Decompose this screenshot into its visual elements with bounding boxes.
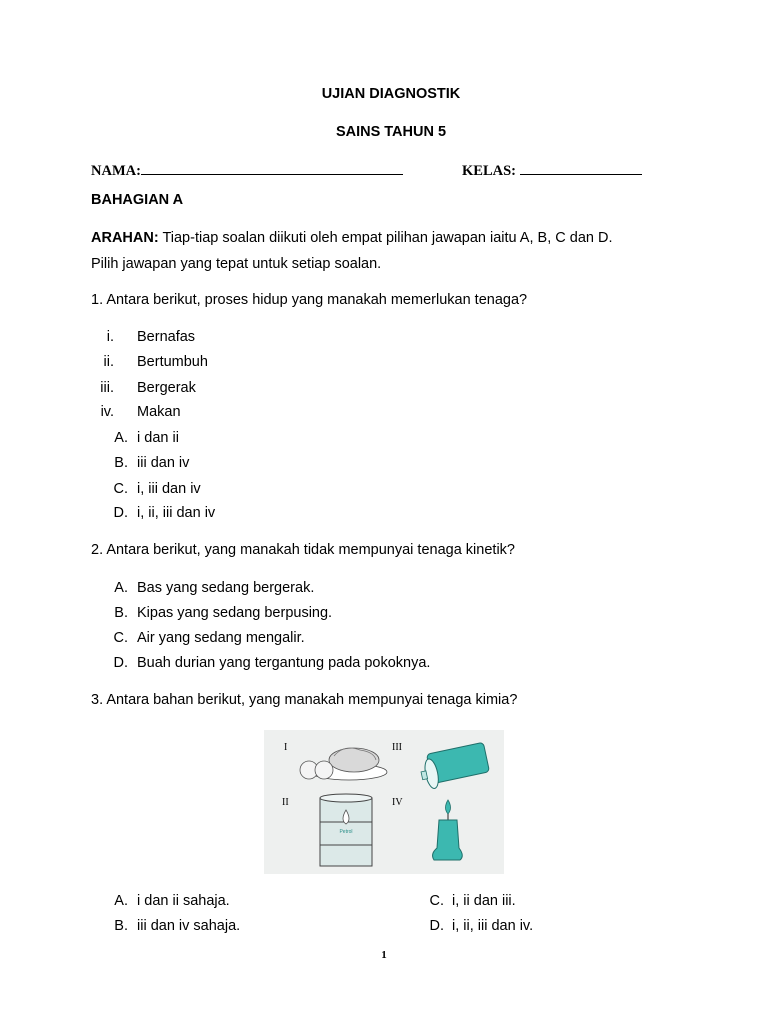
- q1-option-letter: C.: [113, 481, 128, 497]
- q1-option-letter: D.: [113, 505, 128, 521]
- exam-subtitle: SAINS TAHUN 5: [335, 124, 447, 140]
- drum-label: Petrol: [339, 829, 353, 835]
- q3-option-text[interactable]: i dan ii sahaja.: [137, 893, 230, 909]
- q3-option-text[interactable]: i, ii, iii dan iv.: [452, 918, 534, 934]
- q1-item-text: Bernafas: [137, 329, 196, 345]
- q1-item-text: Bergerak: [137, 380, 196, 396]
- q1-item-num: ii.: [103, 354, 114, 370]
- question-3: 3. Antara bahan berikut, yang manakah mempunyai tenaga kimia?: [91, 692, 518, 708]
- name-field: [91, 162, 403, 180]
- q2-option-text[interactable]: Bas yang sedang bergerak.: [137, 580, 315, 596]
- figure-label-iii: III: [392, 742, 402, 753]
- figure-label-iv: IV: [392, 797, 403, 808]
- q2-option-letter: D.: [113, 655, 128, 671]
- figure-label-i: I: [284, 742, 288, 753]
- q3-figure: [264, 730, 504, 874]
- q1-item-text: Makan: [137, 404, 181, 420]
- q2-option-letter: B.: [114, 605, 128, 621]
- q2-option-letter: A.: [114, 580, 128, 596]
- class-field: [462, 162, 642, 180]
- q1-option-text[interactable]: i, ii, iii dan iv: [137, 505, 216, 521]
- q3-option-letter: C.: [429, 893, 444, 909]
- q1-option-text[interactable]: i dan ii: [137, 430, 179, 446]
- q1-option-letter: B.: [114, 455, 128, 471]
- q1-option-letter: A.: [114, 430, 128, 446]
- name-blank-line[interactable]: [141, 162, 403, 175]
- petrol-drum-icon: [320, 794, 372, 866]
- class-label: KELAS:: [462, 163, 516, 179]
- q1-option-text[interactable]: iii dan iv: [137, 455, 190, 471]
- q3-option-text[interactable]: i, ii dan iii.: [452, 893, 516, 909]
- q1-item-num: i.: [106, 329, 114, 345]
- page-number: 1: [381, 949, 387, 961]
- q1-item-num: iii.: [100, 380, 114, 396]
- name-label: NAMA:: [91, 163, 141, 179]
- q3-option-letter: A.: [114, 893, 128, 909]
- q2-option-text[interactable]: Kipas yang sedang berpusing.: [137, 605, 333, 621]
- q3-option-letter: D.: [429, 918, 444, 934]
- q3-option-text[interactable]: iii dan iv sahaja.: [137, 918, 241, 934]
- q2-option-text[interactable]: Air yang sedang mengalir.: [137, 630, 305, 646]
- q1-item-text: Bertumbuh: [137, 354, 208, 370]
- question-2: 2. Antara berikut, yang manakah tidak mempunyai tenaga kinetik?: [91, 542, 515, 558]
- instruction-line-2: Pilih jawapan yang tepat untuk setiap soalan.: [91, 256, 382, 272]
- class-blank-line[interactable]: [520, 162, 642, 175]
- instruction-line-1: [91, 230, 612, 246]
- q2-option-text[interactable]: Buah durian yang tergantung pada pokoknya.: [137, 655, 431, 671]
- instruction-label: ARAHAN:: [91, 230, 159, 246]
- q3-option-letter: B.: [114, 918, 128, 934]
- q1-item-num: iv.: [100, 404, 114, 420]
- instruction-text-1: Tiap-tiap soalan diikuti oleh empat pilihan jawapan iaitu A, B, C dan D.: [162, 230, 613, 246]
- q1-option-text[interactable]: i, iii dan iv: [137, 481, 201, 497]
- section-title: BAHAGIAN A: [91, 192, 184, 208]
- exam-title: UJIAN DIAGNOSTIK: [321, 86, 461, 102]
- figure-label-ii: II: [282, 797, 289, 808]
- q2-option-letter: C.: [113, 630, 128, 646]
- question-1: 1. Antara berikut, proses hidup yang manakah memerlukan tenaga?: [91, 292, 528, 308]
- q3-figure-illustration: [264, 730, 504, 874]
